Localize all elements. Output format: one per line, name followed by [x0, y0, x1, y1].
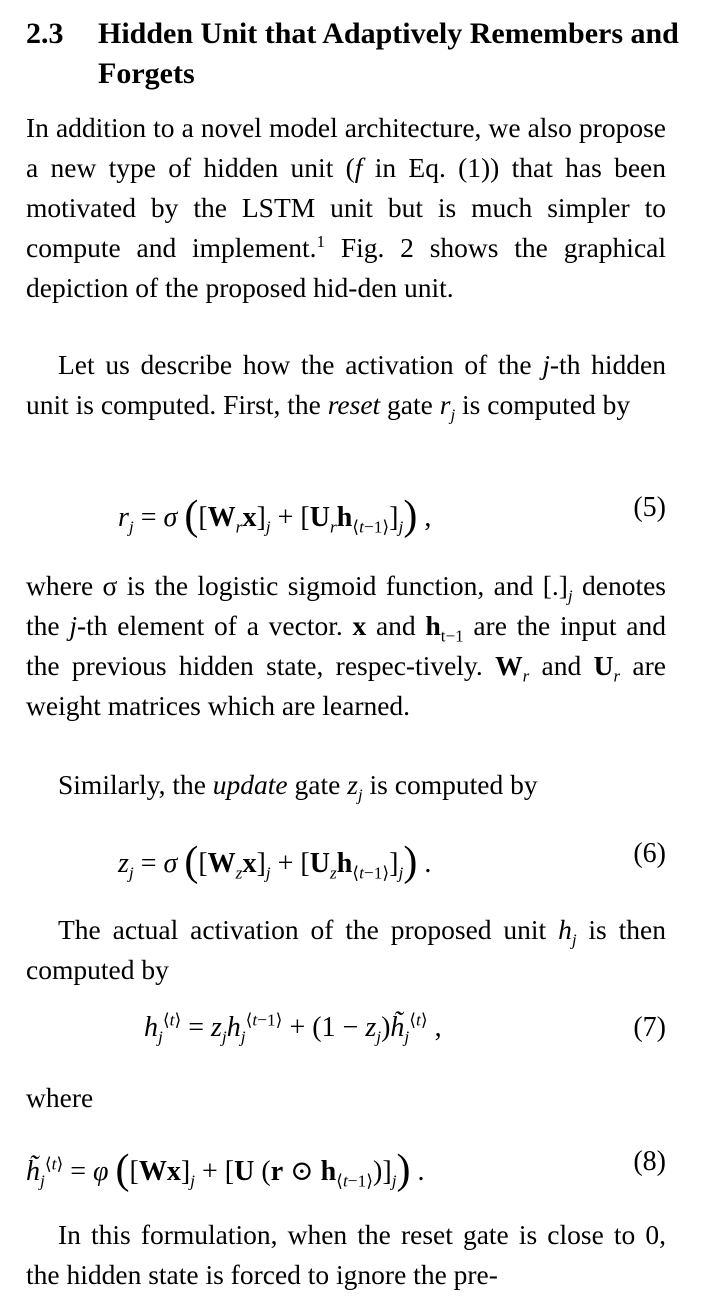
equation-5-number: (5) — [633, 492, 666, 523]
equation-6-number: (6) — [633, 838, 666, 869]
section-number: 2.3 — [26, 17, 64, 50]
equation-7 — [26, 1012, 666, 1064]
paragraph-update-gate: Similarly, the update gate $z_j$ is computed by — [58, 769, 538, 805]
paragraph-formulation: In this formulation, when the reset gate is close to 0, the hidden state is forced to ignore the pre- — [26, 1219, 666, 1290]
equation-8-formula: $h̃_j^{⟨t⟩} = \varphi$ ($[Wx]_j + [U$ (r ⊙ $h_{⟨t-1⟩})]_j$) . — [26, 1147, 425, 1193]
equation-8 — [26, 1146, 666, 1198]
paragraph-activation: The actual activation of the proposed unit $h_j$ is then computed by — [26, 914, 666, 985]
section-title: Hidden Unit that Adaptively Remembers and Forgets — [98, 17, 679, 90]
paragraph-sigmoid: where σ is the logistic sigmoid function, and $[.]_j$ denotes the j-th element of a vector. x and $h_{t-1}$ are the input and the previous hidden state, respec-tively. $W_r$ and $U_r$ are weight matrices which are learned. — [26, 570, 666, 721]
equation-7-formula: $h_j^{⟨t⟩} = z_jh_j^{⟨t-1⟩} + (1$ − $z_j)h̃_j^{⟨t⟩}$ , — [144, 1010, 442, 1047]
paragraph-reset-gate: Let us describe how the activation of the j-th hidden unit is computed. First, the reset gate $r_j$ is computed by — [26, 349, 666, 425]
where-label: where — [26, 1082, 94, 1113]
footnote-marker: 1 — [316, 231, 326, 251]
paragraph-intro: In addition to a novel model architecture, we also propose a new type of hidden unit (f in Eq. (1)) that has been motivated by the LSTM unit but is much simpler to compute and implement.$^1$ Fig. 2 shows the graphical depiction of the proposed hid-den unit. — [26, 112, 667, 303]
equation-6 — [26, 838, 666, 890]
equation-6-formula: $z_j = \sigma$ $([W_zx]_j + [U_zh_{⟨t-1⟩}]_j)$ . — [118, 839, 432, 885]
equation-5 — [26, 492, 666, 544]
equation-5-formula: $r_j = \sigma$ $([W_rx]_j + [U_rh_{⟨t-1⟩}]_j)$ , — [118, 493, 432, 539]
equation-7-number: (7) — [633, 1012, 666, 1043]
equation-8-number: (8) — [633, 1146, 666, 1177]
